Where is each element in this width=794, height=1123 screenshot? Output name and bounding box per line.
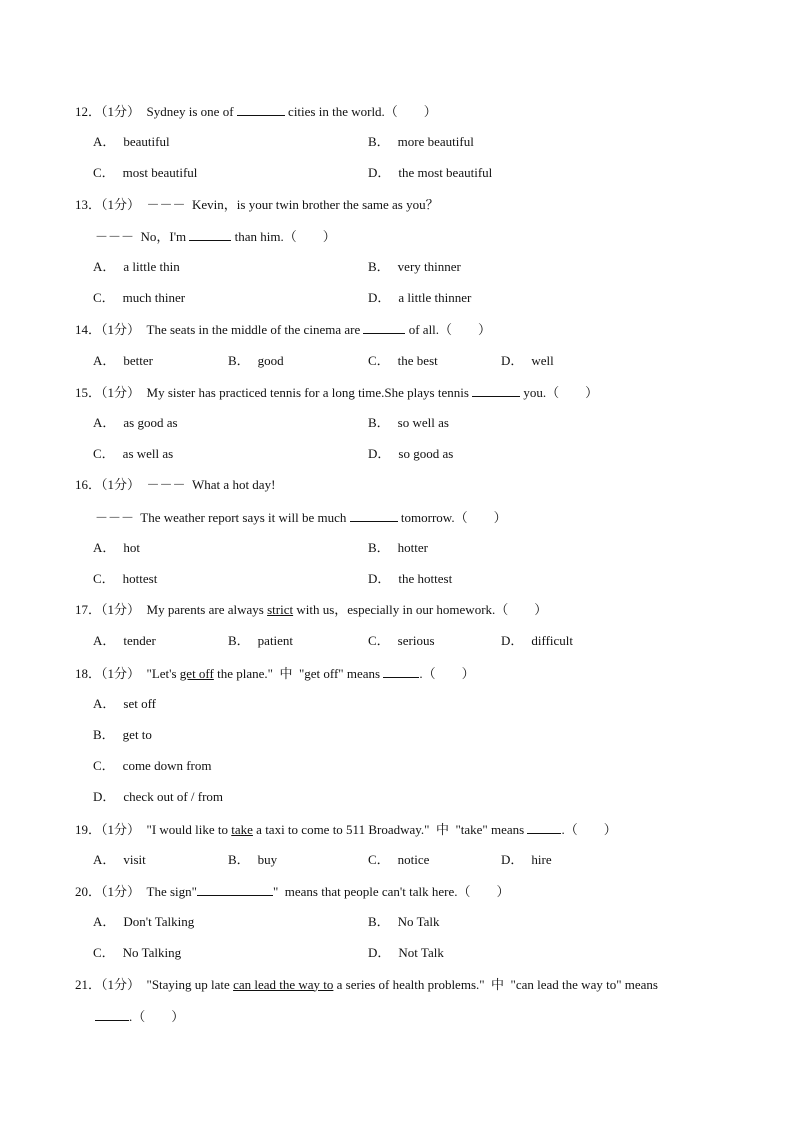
answer-option[interactable] bbox=[93, 415, 178, 431]
answer-blank[interactable] bbox=[237, 103, 285, 116]
answer-option[interactable] bbox=[93, 727, 152, 743]
option-text: No Talk bbox=[397, 914, 440, 930]
underlined-phrase: get off bbox=[179, 665, 214, 681]
option-label: B． bbox=[368, 914, 390, 930]
option-label: B． bbox=[368, 134, 390, 150]
answer-option[interactable] bbox=[93, 852, 146, 868]
option-label: A． bbox=[93, 695, 116, 711]
answer-option[interactable] bbox=[93, 540, 140, 556]
option-text: beautiful bbox=[123, 134, 170, 150]
answer-option[interactable] bbox=[93, 353, 153, 369]
option-text: difficult bbox=[531, 633, 574, 649]
answer-blank[interactable] bbox=[95, 1008, 129, 1021]
answer-option[interactable] bbox=[93, 696, 156, 712]
option-label: B． bbox=[228, 633, 250, 649]
answer-blank[interactable] bbox=[350, 509, 398, 522]
stem-text: tomorrow.（ ） bbox=[397, 509, 507, 525]
option-text: the hottest bbox=[398, 571, 453, 586]
question-number: 14．（1分） bbox=[75, 322, 141, 338]
underlined-phrase: can lead the way to bbox=[233, 976, 334, 992]
option-text: so well as bbox=[397, 415, 449, 430]
stem-text: "I would like to bbox=[146, 821, 232, 837]
answer-blank[interactable] bbox=[472, 384, 520, 397]
answer-option[interactable] bbox=[93, 789, 223, 805]
stem-text: "Let's bbox=[146, 665, 180, 681]
option-text: a little thin bbox=[123, 259, 180, 274]
stem-text: My parents are always bbox=[146, 602, 268, 618]
question-number: 13．（1分） bbox=[75, 196, 141, 212]
option-label: D． bbox=[501, 633, 524, 649]
answer-option[interactable] bbox=[93, 633, 156, 649]
option-text: notice bbox=[397, 851, 430, 867]
question-stem bbox=[75, 821, 617, 838]
option-text: good bbox=[257, 352, 284, 368]
option-text: get to bbox=[122, 727, 152, 742]
option-label: B． bbox=[228, 851, 250, 867]
answer-option[interactable] bbox=[93, 290, 185, 306]
stem-text: －－－ Kevin，is your twin brother the same as you？ bbox=[146, 196, 439, 212]
answer-option[interactable] bbox=[93, 259, 180, 275]
option-text: hottest bbox=[122, 571, 158, 586]
option-text: patient bbox=[257, 633, 294, 649]
option-text: Don't Talking bbox=[123, 914, 195, 930]
option-label: C． bbox=[368, 851, 390, 867]
stem-text: .（ ） bbox=[561, 821, 617, 837]
answer-option[interactable] bbox=[93, 165, 197, 181]
stem-text: a series of health problems." 中 "can lead the way to" means bbox=[333, 976, 658, 992]
option-label: C． bbox=[368, 633, 390, 649]
option-label: A． bbox=[93, 633, 116, 649]
answer-option[interactable] bbox=[368, 945, 444, 961]
option-label: B． bbox=[368, 259, 390, 274]
option-label: D． bbox=[368, 571, 391, 586]
question-stem bbox=[75, 883, 510, 900]
question-stem-continued bbox=[95, 228, 336, 245]
answer-option[interactable] bbox=[228, 353, 284, 369]
option-text: hot bbox=[123, 539, 141, 555]
answer-option[interactable] bbox=[93, 914, 194, 930]
option-text: serious bbox=[397, 633, 435, 649]
stem-text: The sign" bbox=[146, 884, 197, 899]
answer-option[interactable] bbox=[93, 571, 157, 587]
question-stem bbox=[75, 602, 547, 618]
answer-option[interactable] bbox=[368, 852, 429, 868]
option-text: the best bbox=[397, 352, 438, 368]
option-label: C． bbox=[93, 446, 115, 462]
option-label: A． bbox=[93, 134, 116, 150]
stem-text: than him.（ ） bbox=[231, 228, 336, 244]
answer-option[interactable] bbox=[228, 633, 293, 649]
stem-text: you.（ ） bbox=[520, 384, 599, 400]
question-stem bbox=[75, 103, 437, 120]
question-number: 12．（1分） bbox=[75, 104, 141, 119]
option-label: D． bbox=[368, 165, 391, 181]
stem-text: .（ ） bbox=[419, 665, 475, 681]
answer-option[interactable] bbox=[93, 446, 173, 462]
option-text: check out of / from bbox=[123, 789, 224, 805]
question-number: 18．（1分） bbox=[75, 665, 141, 681]
option-text: better bbox=[123, 352, 153, 368]
option-label: C． bbox=[93, 165, 115, 181]
answer-blank[interactable] bbox=[383, 665, 419, 678]
question-number: 16．（1分） bbox=[75, 477, 141, 493]
answer-option[interactable] bbox=[368, 415, 449, 431]
option-label: C． bbox=[368, 352, 390, 368]
option-label: C． bbox=[93, 571, 115, 586]
answer-option[interactable] bbox=[368, 165, 492, 181]
question-stem bbox=[75, 384, 598, 401]
option-label: D． bbox=[368, 945, 391, 961]
option-label: D． bbox=[368, 290, 391, 306]
option-label: D． bbox=[501, 851, 524, 867]
stem-text: of all.（ ） bbox=[405, 322, 492, 338]
option-text: come down from bbox=[122, 758, 212, 774]
stem-text: " means that people can't talk here.（ ） bbox=[272, 884, 510, 899]
question-stem bbox=[75, 977, 658, 993]
option-label: A． bbox=[93, 851, 116, 867]
option-label: B． bbox=[368, 415, 390, 430]
option-text: tender bbox=[123, 633, 156, 649]
option-text: the most beautiful bbox=[398, 165, 493, 181]
answer-option[interactable] bbox=[93, 758, 211, 774]
option-text: as well as bbox=[122, 446, 174, 462]
answer-option[interactable] bbox=[93, 945, 181, 961]
stem-text: the plane." 中 "get off" means bbox=[213, 665, 384, 681]
question-stem bbox=[75, 321, 491, 338]
option-label: C． bbox=[93, 758, 115, 774]
option-label: A． bbox=[93, 352, 116, 368]
option-label: A． bbox=[93, 539, 116, 555]
option-text: Not Talk bbox=[398, 945, 444, 961]
stem-text: "Staying up late bbox=[146, 976, 234, 992]
stem-text: －－－ The weather report says it will be much bbox=[95, 509, 350, 525]
stem-text: －－－ What a hot day! bbox=[146, 477, 276, 493]
question-number: 20．（1分） bbox=[75, 884, 141, 899]
answer-option[interactable] bbox=[368, 633, 435, 649]
option-label: C． bbox=[93, 290, 115, 306]
option-text: hotter bbox=[397, 539, 428, 555]
question-stem-continued bbox=[95, 509, 507, 526]
answer-option[interactable] bbox=[368, 134, 474, 150]
stem-text: with us，especially in our homework.（ ） bbox=[293, 602, 548, 618]
answer-blank[interactable] bbox=[363, 321, 405, 334]
stem-text: Sydney is one of bbox=[146, 104, 237, 119]
option-text: No Talking bbox=[122, 945, 182, 961]
answer-option[interactable] bbox=[368, 446, 453, 462]
option-label: A． bbox=[93, 415, 116, 430]
answer-option[interactable] bbox=[228, 852, 277, 868]
question-stem bbox=[75, 665, 475, 682]
stem-text: a taxi to come to 511 Broadway." 中 "take" means bbox=[252, 821, 528, 837]
question-stem bbox=[75, 477, 275, 493]
option-text: well bbox=[531, 352, 554, 368]
answer-option[interactable] bbox=[368, 259, 461, 275]
answer-option[interactable] bbox=[501, 353, 554, 369]
option-text: as good as bbox=[123, 415, 178, 430]
option-label: A． bbox=[93, 259, 116, 274]
option-label: D． bbox=[501, 352, 524, 368]
question-number: 19．（1分） bbox=[75, 821, 141, 837]
answer-option[interactable] bbox=[501, 633, 573, 649]
underlined-phrase: strict bbox=[267, 602, 294, 618]
question-number: 15．（1分） bbox=[75, 384, 141, 400]
question-number: 21．（1分） bbox=[75, 976, 141, 992]
answer-option[interactable] bbox=[368, 540, 428, 556]
option-text: hire bbox=[531, 851, 552, 867]
option-label: B． bbox=[228, 352, 250, 368]
answer-option[interactable] bbox=[368, 353, 438, 369]
option-label: D． bbox=[93, 789, 116, 805]
option-label: A． bbox=[93, 914, 116, 930]
option-text: visit bbox=[123, 851, 146, 867]
stem-text: The seats in the middle of the cinema are bbox=[146, 322, 364, 338]
stem-text: .（ ） bbox=[129, 1008, 185, 1024]
option-label: D． bbox=[368, 446, 391, 462]
option-text: so good as bbox=[398, 446, 454, 462]
option-label: C． bbox=[93, 945, 115, 961]
stem-text: cities in the world.（ ） bbox=[284, 104, 437, 119]
option-text: much thiner bbox=[122, 290, 186, 306]
answer-option[interactable] bbox=[93, 134, 170, 150]
option-label: B． bbox=[368, 539, 390, 555]
stem-text: －－－ No，I'm bbox=[95, 228, 190, 244]
option-text: most beautiful bbox=[122, 165, 198, 181]
option-label: B． bbox=[93, 727, 115, 742]
answer-option[interactable] bbox=[501, 852, 552, 868]
question-number: 17．（1分） bbox=[75, 602, 141, 618]
answer-option[interactable] bbox=[368, 290, 471, 306]
question-stem-continued bbox=[95, 1008, 184, 1025]
answer-blank[interactable] bbox=[189, 228, 231, 241]
option-text: set off bbox=[123, 695, 157, 711]
option-text: a little thinner bbox=[398, 290, 472, 306]
answer-blank[interactable] bbox=[197, 883, 273, 896]
option-text: more beautiful bbox=[397, 134, 474, 150]
question-stem bbox=[75, 197, 439, 213]
stem-text: My sister has practiced tennis for a long time.She plays tennis bbox=[146, 384, 473, 400]
underlined-phrase: take bbox=[231, 821, 253, 837]
option-text: buy bbox=[257, 851, 278, 867]
option-text: very thinner bbox=[397, 259, 461, 274]
answer-option[interactable] bbox=[368, 571, 452, 587]
answer-blank[interactable] bbox=[527, 821, 561, 834]
answer-option[interactable] bbox=[368, 914, 440, 930]
